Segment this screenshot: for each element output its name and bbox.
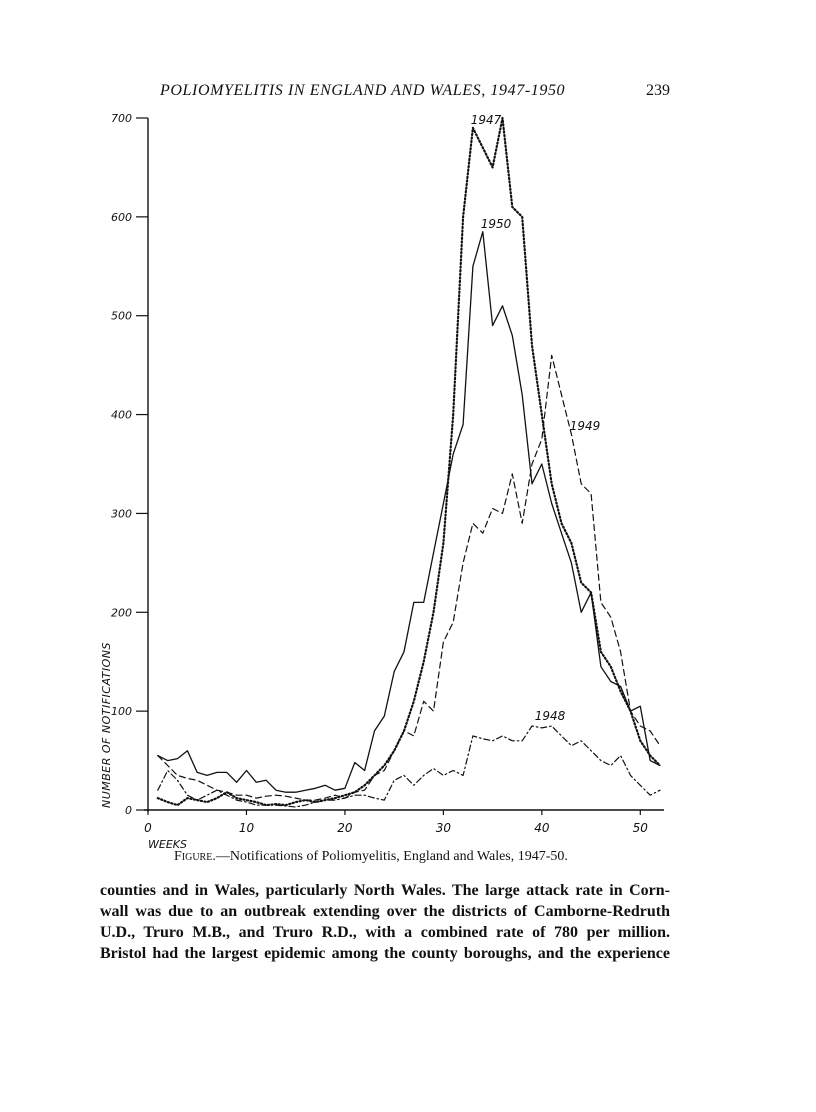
page-number: 239 [646,82,670,99]
y-tick-label: 600 [111,210,132,224]
body-line: U.D., Truro M.B., and Truro R.D., with a combined rate of 780 per million. [100,924,670,941]
figure-label: Figure. [174,849,216,864]
series-label-1948: 1948 [534,709,566,723]
y-tick-label: 500 [111,309,132,323]
body-line: counties and in Wales, particularly North Wales. The large attack rate in Corn- [100,882,670,899]
series-label-1950: 1950 [480,217,512,231]
y-tick-label: 700 [111,112,132,125]
x-axis-label: WEEKS [148,838,187,850]
y-tick-label: 0 [125,804,132,817]
body-text [100,880,670,964]
x-tick-label: 40 [534,821,550,835]
y-axis-label: NUMBER OF NOTIFICATIONS [100,641,113,809]
series-line-1948 [158,726,660,807]
y-tick-label: 200 [111,606,132,620]
x-tick-label: 50 [632,821,648,835]
x-tick-label: 30 [435,821,452,835]
x-tick-label: 0 [144,821,152,835]
x-tick-label: 10 [238,821,255,835]
figure-caption-text: —Notifications of Poliomyelitis, England and Wales, 1947-50. [215,849,568,864]
y-tick-label: 400 [111,408,132,422]
figure-caption [174,849,568,865]
running-title: POLIOMYELITIS IN ENGLAND AND WALES, 1947-1950 [160,82,566,99]
body-line: wall was due to an outbreak extending over the districts of Camborne-Redruth [100,903,670,920]
series-line-1950 [158,232,660,793]
x-tick-label: 20 [337,821,353,835]
y-tick-label: 100 [111,705,132,719]
series-line-1947 [158,118,660,805]
series-label-1947: 1947 [470,113,502,127]
body-line: Bristol had the largest epidemic among the county boroughs, and the experience [100,945,670,962]
series-label-1949: 1949 [569,419,601,433]
y-tick-label: 300 [111,507,132,521]
